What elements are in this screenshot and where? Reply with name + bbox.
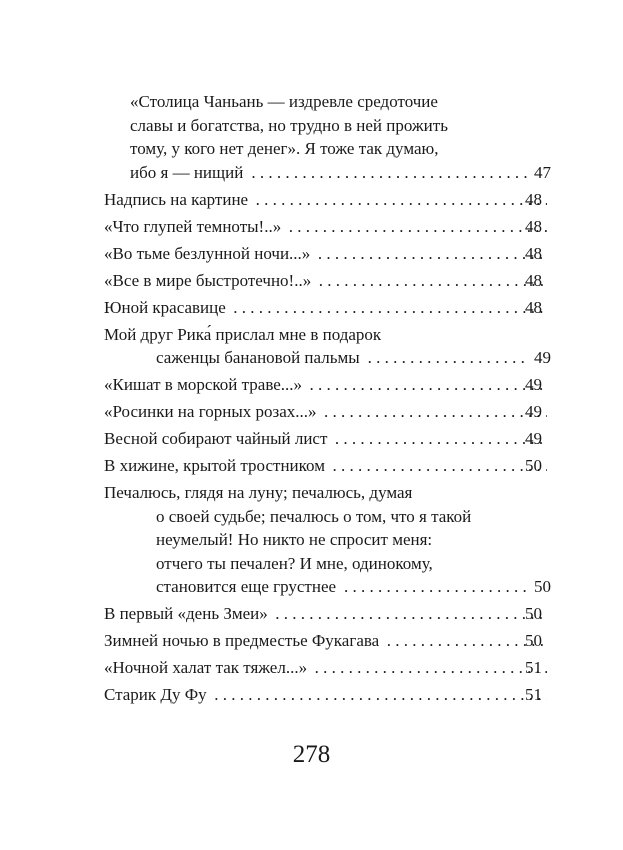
toc-entry-title: В хижине, крытой тростником (104, 456, 325, 475)
toc-entry (104, 296, 551, 320)
toc-entry-title: «Все в мире быстротечно!..» (104, 270, 312, 290)
toc-entry-line: тому, у кого нет денег». Я тоже так думаю, (130, 139, 439, 158)
toc-entry-last-line: Зимней ночью в предместье Фукагава . . . 50 (130, 629, 551, 653)
toc-entry (104, 481, 551, 599)
toc-entry-line: неумелый! Но никто не спросит меня: (156, 530, 433, 549)
dot-leader (368, 346, 530, 370)
toc-entry (104, 188, 551, 212)
toc-entry-last-line (130, 575, 551, 599)
toc-entry-last-line: Юной красавице . . . 48 (130, 296, 551, 320)
toc-entry-line: о своей судьбе; печалюсь о том, что я такой (156, 506, 472, 526)
toc-entry-page: 50 (534, 577, 551, 596)
toc-entry (104, 269, 551, 293)
toc-entry (104, 602, 551, 626)
toc-entry-title: Зимней ночью в предместье Фукагава (104, 631, 380, 650)
toc-entry-title: «Ночной халат так тяжел...» (104, 658, 308, 677)
dot-leader (234, 296, 547, 320)
dot-leader (315, 656, 547, 680)
toc-entry-line: Мой друг Рика́ прислал мне в подарок (104, 324, 382, 344)
table-of-contents (104, 90, 551, 710)
toc-entry (104, 90, 551, 184)
dot-leader (387, 629, 547, 653)
dot-leader (344, 575, 530, 599)
toc-entry-title: «Росинки на горных розах...» (104, 402, 317, 421)
toc-entry (104, 242, 551, 266)
dot-leader (289, 215, 547, 239)
toc-entry-last-line: «Кишат в морской траве...» . . . 49 (130, 373, 551, 397)
toc-entry-last-line: В первый «день Змеи» . . . 50 (130, 602, 551, 626)
toc-entry-title: В первый «день Змеи» (104, 604, 268, 623)
toc-entry-line: отчего ты печален? И мне, одинокому, (156, 553, 433, 573)
toc-entry (104, 400, 551, 424)
toc-entry-last-line: Старик Ду Фу . . . 51 (130, 683, 551, 707)
toc-entry-last-line: Весной собирают чайный лист . . . 49 (130, 427, 551, 451)
dot-leader (276, 602, 547, 626)
toc-entry-last-line: «Все в мире быстротечно!..» . . . 48 (130, 269, 551, 293)
toc-entry (104, 215, 551, 239)
toc-entry-line: славы и богатства, но трудно в ней прожить (130, 115, 448, 135)
toc-entry-last-line: В хижине, крытой тростником . . . 50 (130, 454, 551, 478)
toc-entry-title: Надпись на картине (104, 189, 249, 209)
toc-entry-title: «Во тьме безлунной ночи...» (104, 243, 311, 263)
toc-entry-line: Печалюсь, глядя на луну; печалюсь, думая (104, 483, 413, 502)
toc-entry-title: Старик Ду Фу (104, 685, 207, 704)
toc-entry (104, 373, 551, 397)
toc-entry-title: Весной собирают чайный лист (104, 429, 328, 448)
toc-entry-title: «Что глупей темноты!..» (104, 216, 282, 236)
toc-entry-title: «Кишат в морской траве...» (104, 375, 303, 394)
toc-entry-page: 49 (534, 348, 551, 367)
toc-entry (104, 454, 551, 478)
toc-entry-page: 47 (534, 162, 551, 182)
toc-entry (104, 629, 551, 653)
dot-leader (333, 454, 547, 478)
dot-leader (325, 400, 547, 424)
dot-leader (215, 683, 547, 707)
dot-leader (319, 269, 547, 293)
dot-leader (310, 373, 547, 397)
toc-entry-title: Юной красавице (104, 297, 226, 317)
dot-leader (335, 427, 547, 451)
toc-entry-title: становится еще грустнее (156, 577, 337, 596)
toc-entry-last-line: «Росинки на горных розах...» . . . 49 (130, 400, 551, 424)
toc-entry-title: ибо я — нищий (130, 162, 244, 182)
toc-entry (104, 323, 551, 370)
page-number: 278 (292, 741, 331, 768)
toc-entry-last-line: «Ночной халат так тяжел...» . . . 51 (130, 656, 551, 680)
toc-entry-last-line: «Во тьме безлунной ночи...» . . . 48 (130, 242, 551, 266)
dot-leader (251, 161, 530, 185)
toc-entry (104, 427, 551, 451)
toc-entry-last-line (130, 161, 551, 185)
toc-entry-line: «Столица Чаньань — издревле средоточие (130, 92, 438, 111)
dot-leader (256, 188, 547, 212)
toc-entry (104, 683, 551, 707)
dot-leader (318, 242, 547, 266)
toc-entry-last-line: Надпись на картине . . . 48 (130, 188, 551, 212)
toc-entry-title: саженцы банановой пальмы (156, 348, 360, 367)
toc-entry (104, 656, 551, 680)
toc-entry-last-line (130, 346, 551, 370)
toc-entry-last-line: «Что глупей темноты!..» . . . 48 (130, 215, 551, 239)
